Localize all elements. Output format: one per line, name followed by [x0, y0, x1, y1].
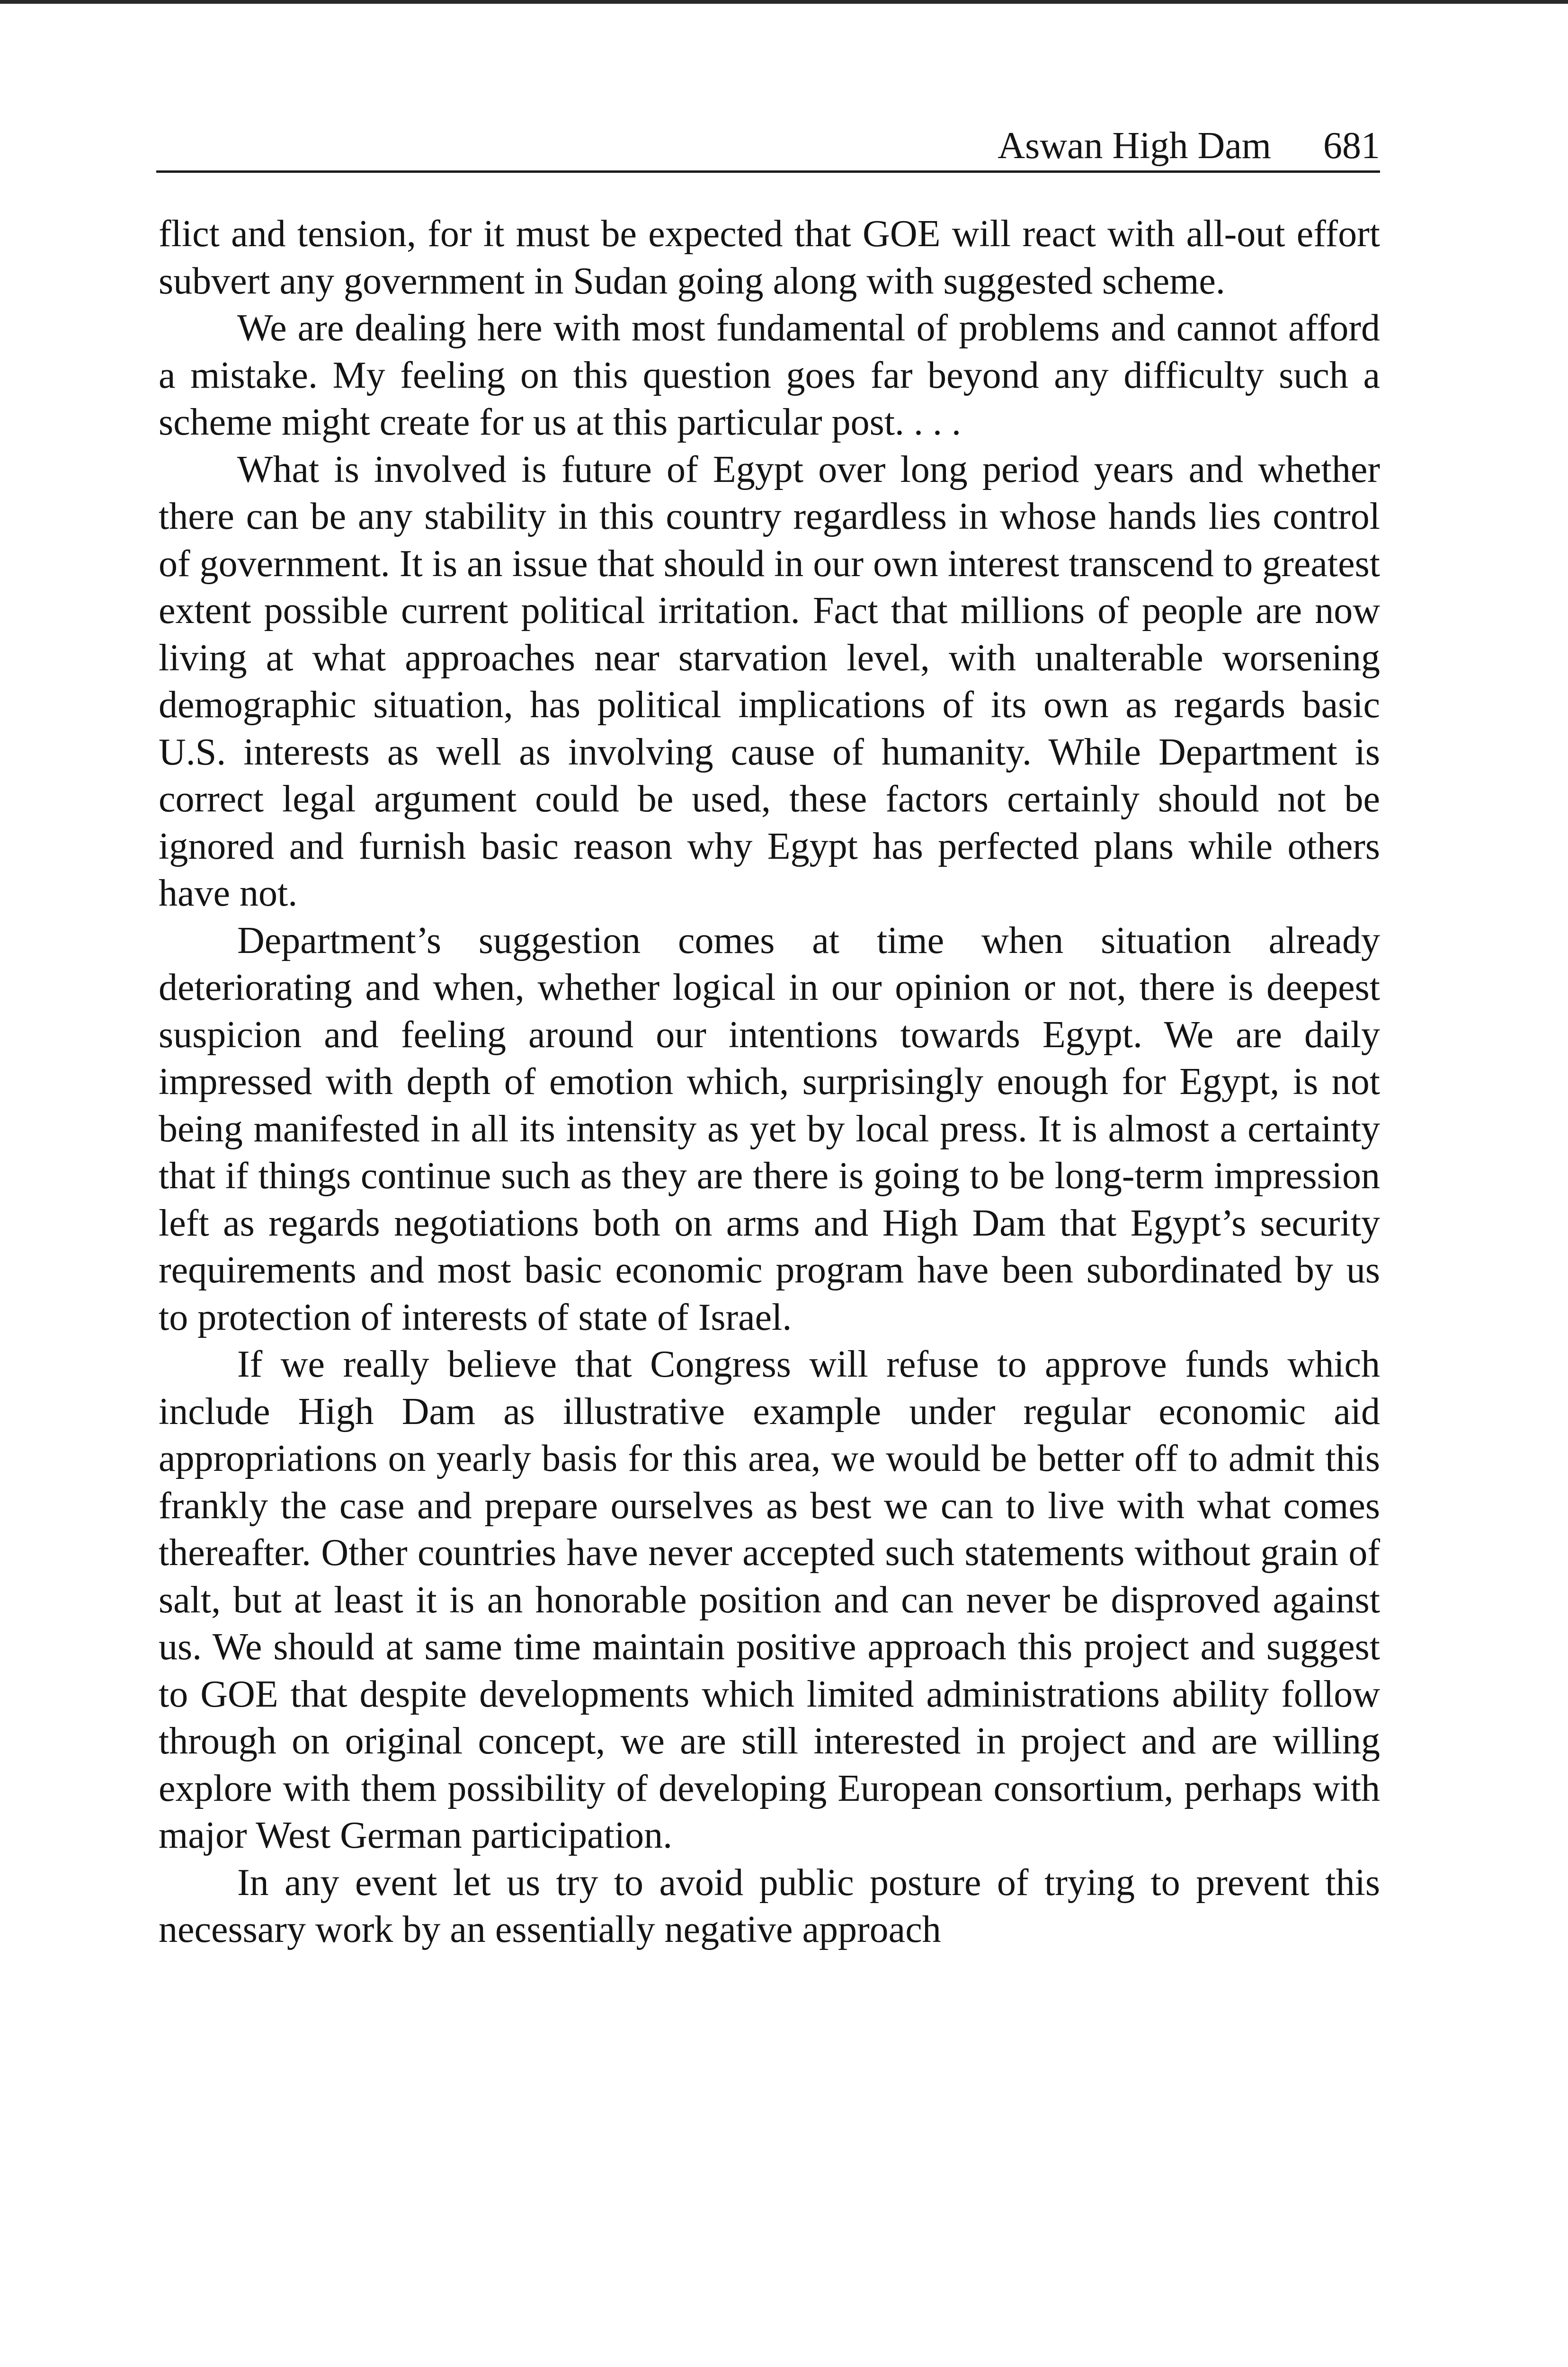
- paragraph-continuation: flict and tension, for it must be expected that GOE will react with all-out effort subvert any government in Sudan going along with suggested scheme.: [159, 213, 1380, 302]
- paragraph-final: In any event let us try to avoid public posture of trying to prevent this necessary work by an essentially negative approach: [159, 1861, 1380, 1950]
- page-number: 681: [1323, 125, 1380, 167]
- header-rule: [156, 170, 1380, 173]
- paragraph: We are dealing here with most fundamental of problems and cannot afford a mistake. My feeling on this question goes far beyond any difficulty such a scheme might create for us at this particular post. . . .: [159, 307, 1380, 443]
- running-head: [156, 122, 1380, 169]
- paragraph: Department’s suggestion comes at time when situation already deteriorating and when, whether logical in our opinion or not, there is deepest suspicion and feeling around our intentions towards Egypt. We are daily impressed with depth of emotion which, surprisingly enough for Egypt, is not being manifested in all its intensity as yet by local press. It is almost a certainty that if things continue such as they are there is going to be long-term impression left as regards negotiations both on arms and High Dam that Egypt’s security requirements and most basic economic program have been subordinated by us to protection of interests of state of Israel.: [159, 919, 1380, 1338]
- paragraph: If we really believe that Congress will refuse to approve funds which include High Dam as illustrative example under regular economic aid appropriations on yearly basis for this area, we would be better off to admit this frankly the case and prepare ourselves as best we can to live with what comes thereafter. Other countries have never accepted such statements without grain of salt, but at least it is an honorable position and can never be disproved against us. We should at same time maintain positive approach this project and suggest to GOE that despite developments which limited administrations ability follow through on original concept, we are still interested in project and are willing explore with them possibility of developing European consortium, perhaps with major West German participation.: [159, 1344, 1380, 1856]
- body-text: [159, 211, 1380, 1954]
- scan-top-edge: [0, 0, 1568, 4]
- paragraph: What is involved is future of Egypt over long period years and whether there can be any stability in this country regardless in whose hands lies control of government. It is an issue that should in our own interest transcend to greatest extent possible current political irritation. Fact that millions of people are now living at what approaches near starvation level, with unalterable worsening demographic situation, has political implications of its own as regards basic U.S. interests as well as involving cause of humanity. While Department is correct legal argument could be used, these factors certainly should not be ignored and furnish basic reason why Egypt has perfected plans while others have not.: [159, 448, 1380, 914]
- running-title: Aswan High Dam: [998, 125, 1271, 167]
